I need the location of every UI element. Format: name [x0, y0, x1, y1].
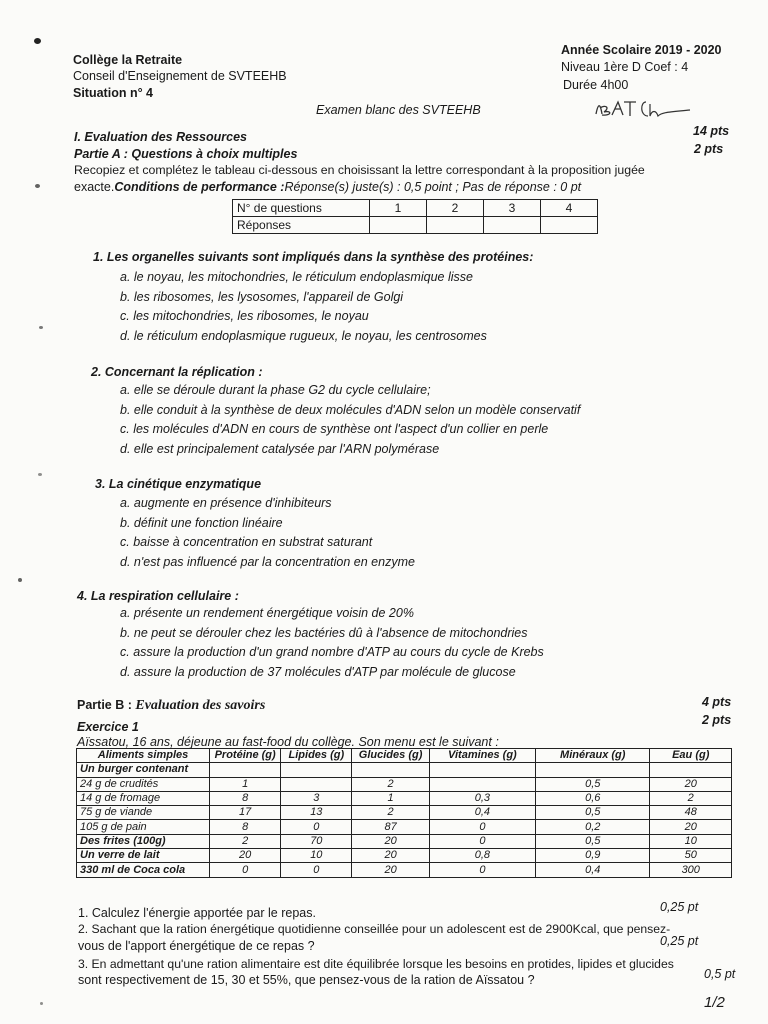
exercise-intro: Aïssatou, 16 ans, déjeune au fast-food du collège. Son menu est le suivant :: [77, 735, 499, 749]
food-value-cell: 10: [281, 849, 352, 863]
food-value-cell: 20: [352, 849, 429, 863]
food-value-cell: 10: [650, 834, 732, 848]
performance-conditions-label: Conditions de performance :: [114, 180, 285, 194]
option: b. ne peut se dérouler chez les bactéries dû à l'absence de mitochondries: [120, 625, 528, 640]
food-table-row: [77, 791, 732, 805]
qcm-col: 1: [370, 200, 427, 217]
qcm-row-label: N° de questions: [233, 200, 370, 217]
ink-speck: [38, 473, 42, 476]
question-2-options: [120, 381, 580, 459]
food-value-cell: 20: [650, 820, 732, 834]
food-name-cell: 330 ml de Coca cola: [77, 863, 210, 877]
qcm-answer-cell[interactable]: [484, 217, 541, 234]
food-table-row: [77, 849, 732, 863]
part-a-title: Partie A : Questions à choix multiples: [74, 147, 298, 161]
food-value-cell: [650, 763, 732, 777]
food-value-cell: 0: [281, 820, 352, 834]
option: d. le réticulum endoplasmique rugueux, le noyau, les centrosomes: [120, 328, 487, 343]
option: b. définit une fonction linéaire: [120, 515, 283, 530]
food-composition-table: [76, 748, 732, 878]
food-value-cell: 20: [352, 863, 429, 877]
option: c. les mitochondries, les ribosomes, le noyau: [120, 309, 369, 323]
food-name-cell: Un burger contenant: [77, 763, 210, 777]
council-name: Conseil d'Enseignement de SVTEEHB: [73, 69, 287, 83]
food-value-cell: 2: [352, 777, 429, 791]
food-value-cell: 0,9: [536, 849, 650, 863]
question-1-title: 1. Les organelles suivants sont impliqués dans la synthèse des protéines:: [93, 250, 534, 264]
food-value-cell: [536, 763, 650, 777]
food-table-row: [77, 863, 732, 877]
food-value-cell: [429, 763, 535, 777]
ink-speck: [18, 578, 22, 582]
part-b-title: [77, 698, 265, 714]
food-name-cell: 14 g de fromage: [77, 791, 210, 805]
food-value-cell: 0,5: [536, 777, 650, 791]
food-name-cell: 24 g de crudités: [77, 777, 210, 791]
exercise-question-2-points: 0,25 pt: [660, 934, 699, 948]
food-value-cell: [281, 763, 352, 777]
qcm-answer-cell[interactable]: [370, 217, 427, 234]
food-value-cell: 0,2: [536, 820, 650, 834]
col-header: Minéraux (g): [536, 749, 650, 763]
exercise-question-3-points: 0,5 pt: [704, 967, 736, 981]
question-1-options: [120, 268, 487, 346]
instructions-line-2: [74, 180, 581, 194]
food-value-cell: 1: [210, 777, 281, 791]
food-value-cell: 20: [352, 834, 429, 848]
food-value-cell: 1: [352, 791, 429, 805]
option: a. présente un rendement énergétique voisin de 20%: [120, 606, 414, 620]
qcm-col: 4: [541, 200, 598, 217]
food-value-cell: 0,4: [536, 863, 650, 877]
food-value-cell: 0,8: [429, 849, 535, 863]
col-header: Vitamines (g): [429, 749, 535, 763]
food-table-header: [77, 749, 732, 763]
question-2-title: 2. Concernant la réplication :: [91, 365, 263, 379]
col-header: Lipides (g): [281, 749, 352, 763]
option: a. elle se déroule durant la phase G2 du cycle cellulaire;: [120, 383, 431, 397]
exercise-title: Exercice 1: [77, 720, 139, 734]
exercise-points: 2 pts: [702, 713, 732, 727]
option: a. le noyau, les mitochondries, le réticulum endoplasmique lisse: [120, 270, 473, 284]
qcm-answer-table: [232, 199, 598, 234]
section-points: 14 pts: [693, 124, 730, 138]
food-value-cell: 13: [281, 806, 352, 820]
ink-speck: [39, 326, 43, 329]
food-value-cell: 3: [281, 791, 352, 805]
question-4-title: 4. La respiration cellulaire :: [77, 589, 239, 603]
instructions-exacte: exacte.: [74, 180, 115, 194]
option: c. baisse à concentration en substrat saturant: [120, 535, 373, 549]
school-name: Collège la Retraite: [73, 53, 183, 67]
food-name-cell: 75 g de viande: [77, 806, 210, 820]
food-value-cell: 87: [352, 820, 429, 834]
food-value-cell: 300: [650, 863, 732, 877]
option: d. elle est principalement catalysée par l'ARN polymérase: [120, 441, 440, 456]
food-value-cell: 50: [650, 849, 732, 863]
part-a-points: 2 pts: [694, 142, 724, 156]
food-value-cell: 17: [210, 806, 281, 820]
option: d. assure la production de 37 molécules d'ATP par molécule de glucose: [120, 664, 516, 679]
food-value-cell: 0: [429, 834, 535, 848]
level-coef: Niveau 1ère D Coef : 4: [561, 60, 689, 74]
ink-speck: [35, 184, 40, 188]
food-value-cell: 70: [281, 834, 352, 848]
option: d. n'est pas influencé par la concentration en enzyme: [120, 554, 415, 569]
part-b-subtitle: Evaluation des savoirs: [135, 698, 266, 713]
ink-speck: [40, 1002, 43, 1005]
qcm-col: 3: [484, 200, 541, 217]
food-value-cell: 0: [210, 863, 281, 877]
exercise-question-3-line-2: sont respectivement de 15, 30 et 55%, que pensez-vous de la ration de Aïssatou ?: [78, 973, 535, 987]
food-value-cell: 0: [429, 820, 535, 834]
part-b-points: 4 pts: [702, 695, 732, 709]
food-value-cell: 2: [210, 834, 281, 848]
qcm-col: 2: [427, 200, 484, 217]
exercise-question-3-line-1: 3. En admettant qu'une ration alimentaire est dite équilibrée lorsque les besoins en protides, lipides et glucides: [78, 957, 674, 971]
food-value-cell: 0,6: [536, 791, 650, 805]
page-number: 1/2: [704, 994, 725, 1011]
food-table-row: [77, 834, 732, 848]
food-value-cell: 0,4: [429, 806, 535, 820]
qcm-answer-cell[interactable]: [541, 217, 598, 234]
food-value-cell: 0: [429, 863, 535, 877]
exercise-question-2-line-2: vous de l'apport énergétique de ce repas ?: [78, 939, 315, 953]
handwritten-signature: [590, 96, 700, 122]
question-3-title: 3. La cinétique enzymatique: [95, 477, 262, 491]
qcm-row-label: Réponses: [233, 217, 370, 234]
option: c. les molécules d'ADN en cours de synthèse ont l'aspect d'un collier en perle: [120, 422, 549, 436]
duration: Durée 4h00: [563, 78, 629, 92]
food-name-cell: 105 g de pain: [77, 820, 210, 834]
exercise-question-1-points: 0,25 pt: [660, 900, 699, 914]
part-b-label: Partie B :: [77, 698, 136, 712]
qcm-answer-cell[interactable]: [427, 217, 484, 234]
ink-speck: [34, 38, 41, 44]
food-name-cell: Un verre de lait: [77, 849, 210, 863]
food-value-cell: 2: [650, 791, 732, 805]
option: c. assure la production d'un grand nombre d'ATP au cours du cycle de Krebs: [120, 645, 544, 659]
exercise-question-1: 1. Calculez l'énergie apportée par le repas.: [78, 906, 316, 920]
exam-title: Examen blanc des SVTEEHB: [316, 103, 481, 117]
food-table-row: [77, 763, 732, 777]
col-header: Protéine (g): [210, 749, 281, 763]
food-value-cell: [429, 777, 535, 791]
section-title: I. Evaluation des Ressources: [74, 130, 247, 144]
food-value-cell: 48: [650, 806, 732, 820]
food-value-cell: 20: [210, 849, 281, 863]
question-4-options: [120, 604, 544, 682]
food-value-cell: 20: [650, 777, 732, 791]
food-value-cell: 0,5: [536, 806, 650, 820]
food-table-row: [77, 806, 732, 820]
food-value-cell: [210, 763, 281, 777]
food-value-cell: 8: [210, 791, 281, 805]
food-value-cell: 8: [210, 820, 281, 834]
option: b. elle conduit à la synthèse de deux molécules d'ADN selon un modèle conservatif: [120, 402, 581, 417]
col-header: Aliments simples: [77, 749, 210, 763]
food-value-cell: 0,5: [536, 834, 650, 848]
question-3-options: [120, 494, 415, 572]
col-header: Eau (g): [650, 749, 732, 763]
food-table-row: [77, 820, 732, 834]
food-table-row: [77, 777, 732, 791]
performance-conditions: Réponse(s) juste(s) : 0,5 point ; Pas de réponse : 0 pt: [284, 180, 582, 194]
food-value-cell: 0,3: [429, 791, 535, 805]
option: b. les ribosomes, les lysosomes, l'appareil de Golgi: [120, 289, 404, 304]
food-value-cell: [281, 777, 352, 791]
food-name-cell: Des frites (100g): [77, 834, 210, 848]
option: a. augmente en présence d'inhibiteurs: [120, 496, 332, 510]
instructions-line-1: Recopiez et complétez le tableau ci-dessous en choisissant la lettre correspondant à la proposition jugée: [74, 163, 645, 177]
food-value-cell: 2: [352, 806, 429, 820]
food-value-cell: 0: [281, 863, 352, 877]
col-header: Glucides (g): [352, 749, 429, 763]
situation-number: Situation n° 4: [73, 86, 153, 100]
exercise-question-2-line-1: 2. Sachant que la ration énergétique quotidienne conseillée pour un adolescent est de 2900Kcal, que pensez-: [78, 922, 671, 936]
food-value-cell: [352, 763, 429, 777]
school-year: Année Scolaire 2019 - 2020: [561, 43, 722, 57]
